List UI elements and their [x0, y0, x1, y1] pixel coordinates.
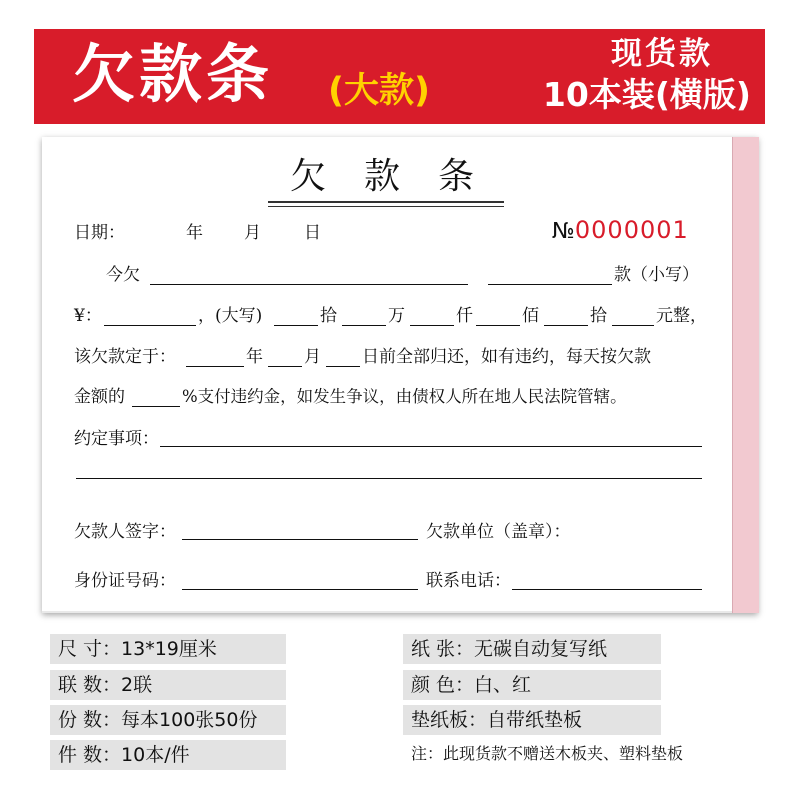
serial-value: 0000001 [574, 216, 689, 244]
yen-label: ¥： [74, 306, 102, 326]
serial-number [552, 216, 689, 246]
date-year: 年 [186, 223, 203, 243]
amount-small-blank[interactable] [488, 284, 612, 285]
debtor-sign-label: 欠款人签字： [74, 522, 176, 542]
unit-shi-1: 拾 [320, 306, 337, 326]
debtor-sign-blank[interactable] [182, 539, 418, 540]
serial-prefix: № [552, 219, 575, 244]
spec-size: 尺 寸：13*19厘米 [50, 634, 286, 664]
debtor-unit-label: 欠款单位（盖章）： [426, 522, 571, 542]
yen-blank[interactable] [104, 325, 196, 326]
capital-blank-5[interactable] [544, 325, 588, 326]
carbon-copy-edge [732, 137, 759, 613]
penalty-prefix: 金额的 [74, 387, 125, 407]
capital-label: ，(大写) [198, 306, 263, 326]
due-month: 月 [304, 347, 321, 367]
spec-sheets: 份 数：每本100张50份 [50, 705, 286, 735]
penalty-rate-blank[interactable] [132, 406, 180, 407]
terms-line-2[interactable] [76, 478, 702, 479]
phone-label: 联系电话： [426, 571, 511, 591]
unit-yuan: 元整， [656, 306, 707, 326]
title-underline [268, 201, 504, 203]
date-month: 月 [244, 223, 261, 243]
id-blank[interactable] [182, 589, 418, 590]
phone-blank[interactable] [512, 589, 702, 590]
owe-suffix: 款（小写） [614, 265, 699, 285]
spec-backboard: 垫纸板：自带纸垫板 [403, 705, 661, 735]
banner-subtitle: (大款) [328, 71, 430, 111]
spec-paper: 纸 张：无碳自动复写纸 [403, 634, 661, 664]
unit-qian: 仟 [456, 306, 473, 326]
terms-line-1[interactable] [160, 446, 702, 447]
penalty-rest: %支付违约金，如发生争议，由债权人所在地人民法院管辖。 [182, 387, 627, 406]
date-day: 日 [304, 223, 321, 243]
capital-blank-3[interactable] [410, 325, 454, 326]
capital-blank-2[interactable] [342, 325, 386, 326]
due-month-blank[interactable] [268, 366, 302, 367]
top-banner [34, 29, 765, 124]
unit-shi-2: 拾 [590, 306, 607, 326]
due-day-blank[interactable] [326, 366, 360, 367]
id-label: 身份证号码： [74, 571, 176, 591]
capital-blank-6[interactable] [612, 325, 654, 326]
banner-title: 欠款条 [72, 38, 273, 111]
spec-color: 颜 色：白、红 [403, 670, 661, 700]
spec-copies: 联 数：2联 [50, 670, 286, 700]
owe-blank[interactable] [150, 284, 468, 285]
due-year-blank[interactable] [186, 366, 244, 367]
capital-blank-1[interactable] [274, 325, 318, 326]
terms-label: 约定事项： [74, 429, 159, 449]
spec-note: 注：此现货款不赠送木板夹、塑料垫板 [411, 744, 684, 763]
due-year: 年 [246, 347, 263, 367]
date-label: 日期： [74, 223, 125, 243]
due-rest: 日前全部归还，如有违约，每天按欠款 [362, 347, 651, 367]
capital-blank-4[interactable] [476, 325, 520, 326]
banner-badge-pack: 10本装(横版) [542, 75, 751, 114]
receipt-title: 欠款条 [290, 156, 513, 197]
unit-wan: 万 [388, 306, 405, 326]
banner-badge-stock: 现货款 [611, 36, 713, 72]
spec-count: 件 数：10本/件 [50, 740, 286, 770]
title-underline-thin [268, 206, 504, 207]
owe-prefix: 今欠 [106, 265, 140, 285]
unit-bai: 佰 [522, 306, 539, 326]
due-prefix: 该欠款定于： [74, 347, 176, 367]
